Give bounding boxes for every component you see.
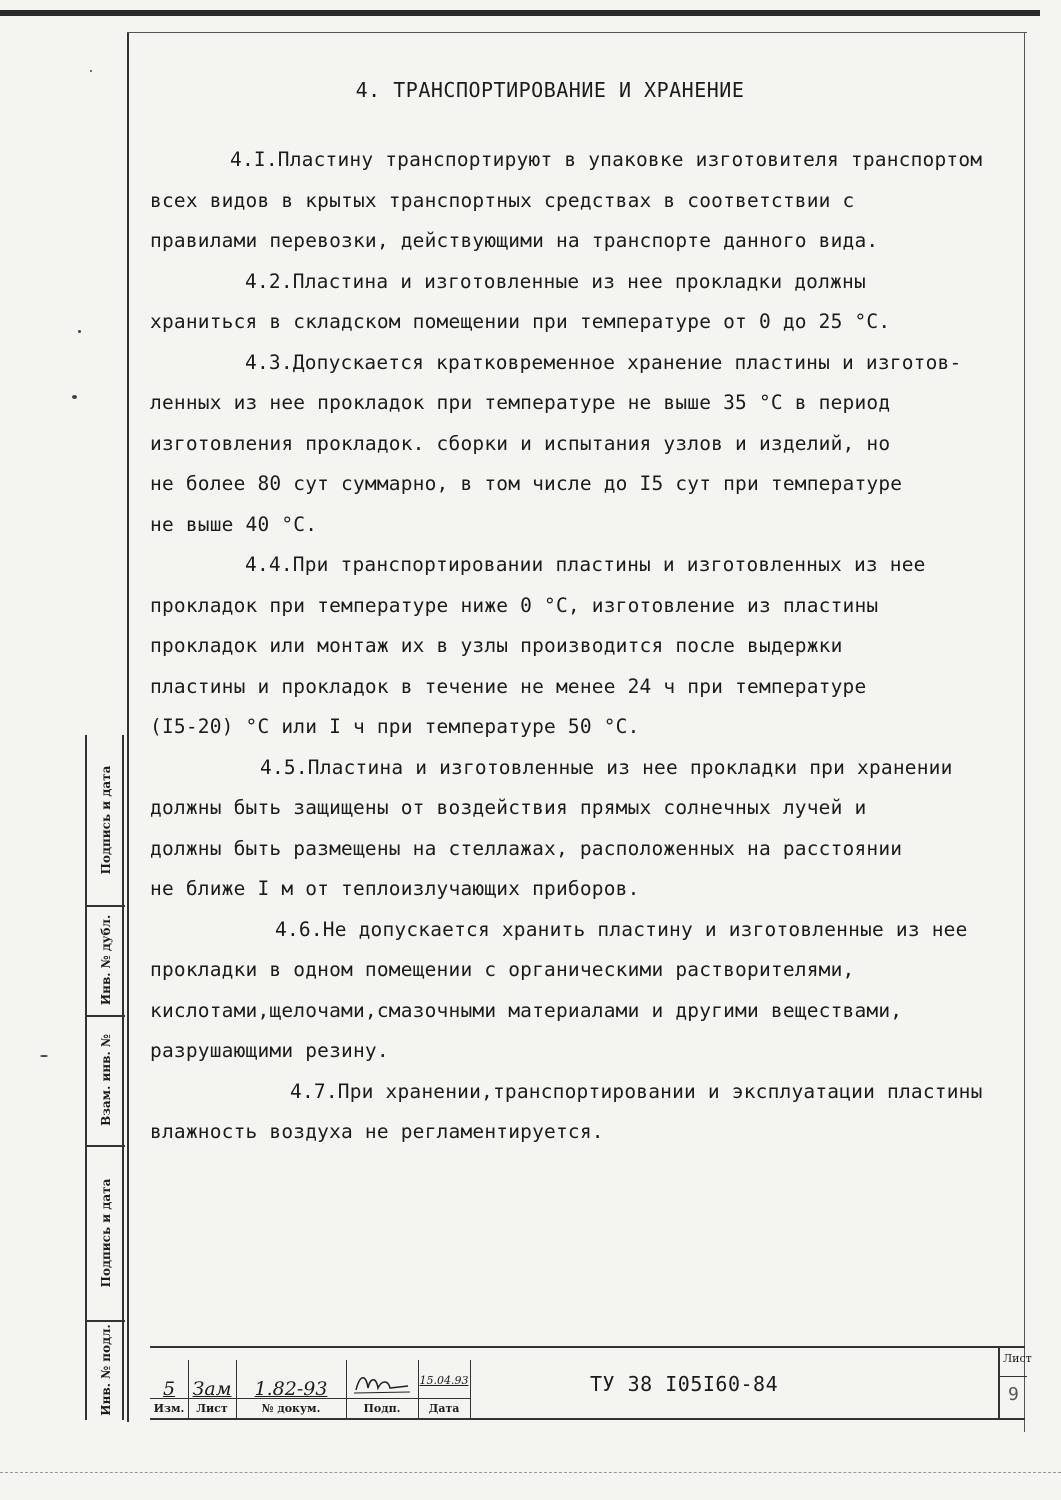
p3-line1: 4.3.Допускается кратковременное хранение пластины и изготов- bbox=[245, 350, 962, 374]
scan-speck bbox=[90, 70, 92, 72]
p6-line4: разрушающими резину. bbox=[150, 1039, 389, 1062]
p2-line2: храниться в складском помещении при температуре от 0 до 25 °C. bbox=[150, 310, 891, 333]
stamp-original-inv: Инв. № подл. bbox=[99, 1324, 113, 1416]
stamp-dup-inv: Инв. № дубл. bbox=[87, 905, 125, 1017]
p5-line3: должны быть размещены на стеллажах, расположенных на расстоянии bbox=[150, 836, 903, 860]
scan-top-edge bbox=[0, 10, 1040, 16]
stamp-signature-date-2: Подпись и дата bbox=[87, 1145, 125, 1322]
tb-sheet: Лист 9 bbox=[998, 1346, 1027, 1418]
stamp-signature-date-1: Подпись и дата bbox=[87, 735, 125, 907]
p3-line5: не выше 40 °C. bbox=[150, 512, 318, 536]
p7-line1: 4.7.При хранении,транспортировании и эксплуатации пластины bbox=[290, 1079, 983, 1103]
scan-bottom-edge bbox=[0, 1472, 1061, 1473]
p4-line3: прокладок или монтаж их в узлы производится после выдержки bbox=[150, 634, 843, 657]
p4-line1: 4.4.При транспортировании пластины и изготовленных из нее bbox=[245, 553, 926, 576]
p1-line3: правилами перевозки, действующими на транспорте данного вида. bbox=[150, 229, 879, 252]
p4-line2: прокладок при температуре ниже 0 °C, изготовление из пластины bbox=[150, 593, 879, 617]
section-title: 4. ТРАНСПОРТИРОВАНИЕ И ХРАНЕНИЕ bbox=[355, 78, 745, 102]
scan-speck bbox=[72, 395, 77, 399]
sheet-number: 9 bbox=[1008, 1384, 1019, 1405]
tb-list: Зам Лист bbox=[188, 1360, 237, 1418]
scan-speck bbox=[40, 1055, 48, 1057]
tb-signature: Подп. bbox=[346, 1360, 419, 1418]
p3-line2: ленных из нее прокладок при температуре не выше 35 °C в период bbox=[150, 391, 891, 414]
p2-line1: 4.2.Пластина и изготовленные из нее прокладки должны bbox=[245, 269, 866, 293]
title-block-bottom-line bbox=[150, 1418, 1025, 1420]
p4-line5: (I5-20) °C или I ч при температуре 50 °C. bbox=[150, 715, 640, 738]
frame-left-border bbox=[127, 32, 129, 1422]
scan-speck bbox=[78, 330, 81, 333]
tb-doc-number: 1.82-93 № докум. bbox=[236, 1360, 347, 1418]
title-block bbox=[150, 1346, 1032, 1420]
p4-line4: пластины и прокладок в течение не менее 24 ч при температуре bbox=[150, 674, 867, 698]
p6-line1: 4.6.Не допускается хранить пластину и изготовленные из нее bbox=[275, 917, 968, 941]
p6-line3: кислотами,щелочами,смазочными материалами и другими веществами, bbox=[150, 998, 903, 1022]
stamp-divider bbox=[122, 735, 124, 1420]
p3-line4: не более 80 сут суммарно, в том числе до I5 сут при температуре bbox=[150, 472, 903, 495]
p6-line2: прокладки в одном помещении с органическими растворителями, bbox=[150, 958, 855, 981]
margin-stamp bbox=[85, 735, 125, 1420]
document-body bbox=[150, 140, 1020, 1153]
tb-date: 15.04.93 Дата bbox=[418, 1360, 471, 1418]
p5-line4: не ближе I м от теплоизлучающих приборов. bbox=[150, 877, 640, 900]
frame-top-border bbox=[127, 32, 1027, 33]
p1-line2: всех видов в крытых транспортных средствах в соответствии с bbox=[150, 188, 855, 212]
p5-line2: должны быть защищены от воздействия прямых солнечных лучей и bbox=[150, 796, 867, 819]
title-block-top-line bbox=[150, 1346, 1025, 1348]
p5-line1: 4.5.Пластина и изготовленные из нее прокладки при хранении bbox=[260, 755, 953, 779]
frame-right-border bbox=[1024, 32, 1025, 1432]
p3-line3: изготовления прокладок. сборки и испытания узлов и изделий, но bbox=[150, 431, 891, 455]
p7-line2: влажность воздуха не регламентируется. bbox=[150, 1120, 604, 1143]
handwritten-signature bbox=[352, 1370, 412, 1396]
p1-line1: 4.I.Пластину транспортируют в упаковке изготовителя транспортом bbox=[230, 148, 983, 171]
tb-izm: 5 Изм. bbox=[150, 1360, 189, 1418]
stamp-replace-inv: Взам. инв. № bbox=[87, 1015, 125, 1147]
document-code: ТУ 38 I05I60-84 bbox=[590, 1372, 779, 1396]
